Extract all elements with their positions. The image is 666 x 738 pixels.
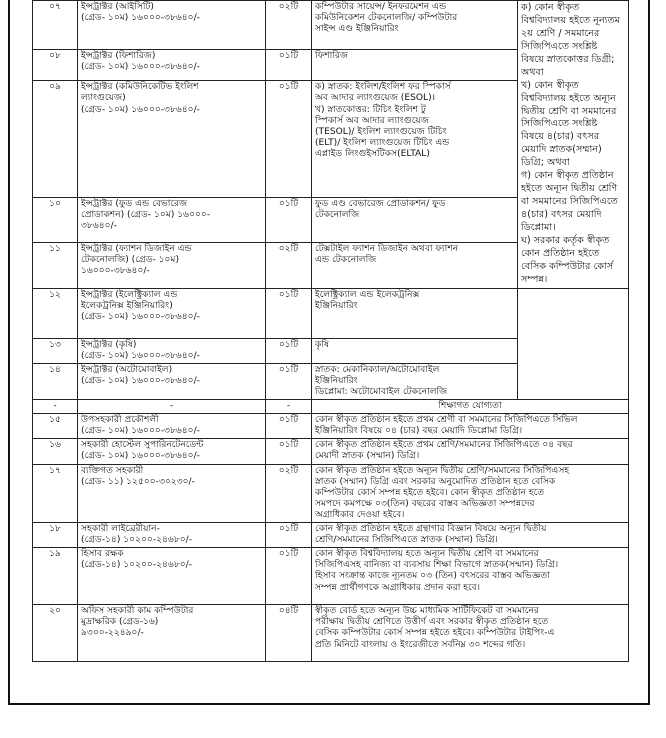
post-name (78, 464, 266, 522)
post-name-line: ইন্সট্রাক্টর (ফুড এন্ড বেভারেজ (81, 198, 188, 209)
serial-number: ০৮ (33, 49, 78, 81)
post-name-line: ইলেকট্রনিক্স ইঞ্জিনিয়ারিং) (81, 300, 173, 311)
qualification-text (312, 523, 629, 548)
serial-number: ২০ (33, 605, 78, 662)
post-name-line: (গ্রেড-১৪) ১০২০০-২৪৬৮০/- (81, 560, 192, 571)
table-row (33, 414, 629, 439)
qualification-text-line: সিজিপিএসহ বানিজ্য বা ব্যবসায় শিক্ষা বিভাগে স্নাতক(সম্মান) ডিগ্রি। (315, 560, 559, 571)
qualification-text-line: হিসাব সংক্রান্ত কাজে ন্যূনতম ০৩ (তিন) বৎসরের বাস্তব অভিজ্ঞতা (315, 571, 550, 582)
subject-qualification-line: অব আদার ল্যাংগুয়েজ (ESOL)। (315, 93, 436, 104)
general-qualification-note-line: ২য় শ্রেণি / সমমানের (521, 27, 600, 39)
post-name (78, 49, 266, 81)
post-name-line: (গ্রেড- ১০ম) ১৬০০০-৩৮৬৪০/- (81, 13, 200, 24)
general-qualification-note-line: বিশ্ববিদ্যালয় হইতে নূন্যতম (521, 14, 620, 26)
subject-qualification-line: ক) স্নাতক: ইংলিশ/ইংলিশ ফর স্পিকার্স (315, 82, 451, 93)
qualification-text-line: শ্রেণি/সমমানের সিজিপিএতে স্নাতক (সম্মান) ডিগ্রি। (315, 535, 498, 546)
serial-number: ১৩ (33, 338, 78, 363)
general-qualification-note-line: ঘ) সরকার কর্তৃক স্বীকৃত (521, 234, 610, 246)
general-qualification-note-line: হইতে অন্যূন দ্বিতীয় শ্রেণি (521, 183, 618, 195)
post-name-line: ১৬০০০-৩৮৬৪০/- (81, 266, 150, 277)
serial-number: ১৪ (33, 363, 78, 399)
section-header-row (33, 400, 629, 414)
table-row (33, 1, 629, 50)
post-name-line: (গ্রেড- ১০ম) ১৬০০০-৩৮৬৪০/- (81, 104, 200, 115)
table-row (33, 605, 629, 662)
post-count: ০১টি (266, 288, 312, 338)
general-qualification-note-line: বিশ্ববিদ্যালয় হইতে অন্যূন (521, 92, 616, 104)
post-name (78, 363, 266, 399)
subject-qualification (312, 197, 518, 242)
post-name-line: মুদ্রাক্ষরিক (গ্রেড-১৬) (81, 617, 159, 628)
qualification-text-line: সমপদে কমপক্ষে ০৩(তিন) বছরের বাস্তব অভিজ্ঞতা সম্পন্নদের (315, 498, 535, 509)
serial-number: ১৭ (33, 464, 78, 522)
general-qualification-note-line: মেয়াদি স্নাতক(সম্মান) (521, 144, 602, 156)
qualification-text-line: স্নাতক (সম্মান) ডিগ্রি এবং সরকার অনুমোদিত প্রতিষ্ঠান হতে বেসিক (315, 476, 556, 487)
qualification-text-line: কোন স্বীকৃত বিশ্ববিদ্যালয় হতে অন্যূন দ্বিতীয় শ্রেণি বা সমমানের (315, 549, 539, 560)
subject-qualification-line: টেক্সটাইল ফ্যাশন ডিজাইন অথবা ফ্যাশন (315, 244, 459, 255)
subject-qualification-line: ডিপ্লোমা: অটোমোবাইল টেকনোলজি (315, 387, 448, 397)
subject-qualification-line: (ELT)/ ইংলিশ ল্যাংগুয়েজ টিচিং এন্ড (315, 137, 450, 148)
subject-qualification-line: ফিশারিজ (315, 50, 349, 61)
subject-qualification-line: কৃষি (315, 339, 329, 350)
post-name-line: ল্যাংগুয়েজ) (81, 93, 126, 104)
post-count: ০২টি (266, 464, 312, 522)
subject-qualification-line: ইঞ্জিনিয়ারিং (315, 375, 358, 386)
post-name (78, 288, 266, 338)
post-name-line: (গ্রেড- ১০ম) ১৬০০০-৩৮৬৪০/- (81, 311, 200, 322)
post-name-line: (গ্রেড- ১০ম) ১৬০০০-৩৮৬৪০/- (81, 375, 200, 386)
post-name-line: (গ্রেড- ১০ম) ১৬০০০-৩৮৬৪০/- (81, 61, 200, 72)
subject-qualification-line: ফুড এণ্ড বেভারেজ প্রোডাকশন/ ফুড (315, 198, 446, 209)
table-row (33, 288, 629, 338)
serial-number: ১২ (33, 288, 78, 338)
post-name-line: ৯৩০০-২২৪৯০/- (81, 628, 144, 639)
post-name-line: (গ্রেড- ১০ম) ১৬০০০-৩৮৬৪০/- (81, 426, 200, 437)
post-count: ০৪টি (266, 605, 312, 662)
lower-table-body (33, 400, 629, 662)
general-qualification-note-line: বিষয়ে স্নাতকোত্তর ডিগ্রী; (521, 53, 615, 65)
subject-qualification-line: স্পিকার্স অব আদার ল্যাংগুয়েজ (315, 115, 429, 126)
qualification-text (312, 414, 629, 439)
post-name-line: ইন্সট্রাক্টর (ইলেক্ট্রিক্যাল এন্ড (81, 289, 178, 300)
post-count: ০১টি (266, 338, 312, 363)
subject-qualification-line: ইঞ্জিনিয়ারিং (315, 300, 358, 311)
qualification-text-line: বেসিক কম্পিউটার কোর্স সম্পন্ন হইতে হইবে। কম্পিউটার টাইপিং-এ (315, 628, 555, 639)
subject-qualification (312, 338, 518, 363)
subject-qualification (312, 81, 518, 197)
serial-number: ১৯ (33, 548, 78, 605)
general-qualification-note-line: ডিগ্রি; অথবা (521, 157, 570, 169)
post-name: - (78, 400, 266, 414)
subject-qualification-line: সাইন্স এণ্ড ইঞ্জিনিয়ারিং (315, 24, 399, 35)
post-count: ০২টি (266, 243, 312, 288)
post-name (78, 338, 266, 363)
subject-qualification (312, 1, 518, 50)
qualification-text-line: কোন স্বীকৃত প্রতিষ্ঠান হইতে প্রথম শ্রেণি/সমমানের সিজিপিএতে ০৪ বছর (315, 440, 573, 451)
qualification-text-line: মেয়াদী স্নাতক (সম্মান) ডিগ্রি। (315, 451, 420, 462)
serial-number: ১৮ (33, 523, 78, 548)
table-row (33, 464, 629, 522)
qualification-text-line: কোন স্বীকৃত প্রতিষ্ঠান হইতে অন্যূন দ্বিতীয় শ্রেণি/সমমানের সিজিপিএসহ (315, 465, 570, 476)
post-name-line: ইন্সট্রাক্টর (ফ্যাশন ডিজাইন এন্ড (81, 244, 192, 255)
qualification-text-line: সম্পন্ন প্রার্থীগণকে অগ্রাধিকার প্রদান করা হবে। (315, 582, 480, 593)
general-qualification-note-line: ৪(চার) বৎসর মেয়াদি (521, 209, 602, 220)
subject-qualification (312, 288, 518, 338)
general-qualification-note-line: সম্পন্ন। (521, 273, 548, 285)
serial-number: ১৬ (33, 439, 78, 464)
general-qualification-note-line: দ্বিতীয় শ্রেণি বা সমমানের (521, 105, 617, 117)
qualification-text-line: প্রতি মিনিটে বাংলায় ও ইংরেজীতে সর্বনিম্ন ৩০ শব্দের গতি। (315, 639, 526, 650)
post-name-line: সহকারী লাইব্রেরীয়ান- (81, 524, 160, 535)
post-name-line: (গ্রেড- ১০ম) ১৬০০০-৩৮৬৪০/- (81, 451, 200, 462)
post-name (78, 605, 266, 662)
post-name-line: টেকনোলজি) (গ্রেড- ১০ম) (81, 255, 180, 266)
post-count: ০১টি (266, 548, 312, 605)
qualification-text-line: কম্পিউটার কোর্স সম্পন্ন হইতে হইবে। কোন স্বীকৃত প্রতিষ্ঠান হতে (315, 487, 545, 498)
general-qualification-note-line: গ) কোন স্বীকৃত প্রতিষ্ঠান (521, 170, 614, 182)
post-count: - (266, 400, 312, 414)
general-qualification-note-line: সিজিপিএতে সংশ্লিষ্ট (521, 118, 598, 130)
table-row (33, 439, 629, 464)
serial-number: ১৫ (33, 414, 78, 439)
general-qualification-note-line: ডিপ্লোমা। (521, 221, 556, 233)
subject-qualification-line: (TESOL)/ ইংলিশ ল্যাংগুয়েজ টিচিং (315, 126, 447, 137)
general-qualification-note-line: বা সমমানের সিজিপিএতে (521, 196, 618, 208)
post-name (78, 523, 266, 548)
qualification-text-line: স্বীকৃত বোর্ড হতে অন্যূন উচ্চ মাধ্যমিক সার্টিফিকেট বা সমমানের (315, 606, 539, 617)
serial-number: ১০ (33, 197, 78, 242)
post-name-line: হিসাব রক্ষক (81, 549, 124, 560)
post-name-line: ইন্সট্রাক্টর (কৃষি) (81, 339, 137, 350)
qualification-text-line: কোন স্বীকৃত প্রতিষ্ঠান হইতে প্রথম শ্রেণী বা সমমানের সিজিপিএতে সিভিল (315, 415, 578, 426)
post-name-line: সহকারী হোস্টেল সুপারিনটেনডেন্ট (81, 440, 204, 451)
post-name-line: ইন্সট্রাক্টর (কমিউনিকেটিভ ইংলিশ (81, 82, 199, 93)
post-name-line: (গ্রেড- ১০ম) ১৬০০০-৩৮৬৪০/- (81, 350, 200, 361)
table-row (33, 523, 629, 548)
post-name-line: ইন্সট্রাক্টর (অটোমোবাইল) (81, 364, 173, 375)
general-qualification-note-line: ক) কোন স্বীকৃত (521, 2, 580, 13)
subject-qualification-line: এন্ড টেকনোলজি (315, 255, 377, 266)
post-name-line: ইন্সট্রাক্টর (আইসিটি) (81, 2, 154, 12)
post-count: ০১টি (266, 197, 312, 242)
post-count: ০২টি (266, 1, 312, 50)
post-name (78, 439, 266, 464)
serial-number: - (33, 400, 78, 414)
post-name-line: অফিস সহকারী কাম কম্পিউটার (81, 606, 194, 617)
empty-cell (518, 288, 629, 399)
qualification-text-line: কোন স্বীকৃত প্রতিষ্ঠান হইতে গ্রন্থাগার বিজ্ঞান বিষয়ে অন্যূন দ্বিতীয় (315, 524, 547, 535)
serial-number: ১১ (33, 243, 78, 288)
subject-qualification (312, 49, 518, 81)
post-name-line: ইন্সট্রাক্টর (ফিশারিজ) (81, 50, 156, 61)
general-qualification-note-line: খ) কোন স্বীকৃত (521, 79, 579, 91)
post-name-line: প্রোডাকশন) (গ্রেড- ১০ম) ১৬০০০- (81, 209, 211, 220)
qualification-text-line: পরীক্ষায় দ্বিতীয় শ্রেণিতে উত্তীর্ণ এবং সরকার স্বীকৃত প্রতিষ্ঠান হতে (315, 617, 549, 628)
serial-number: ০৭ (33, 1, 78, 50)
subject-qualification (312, 363, 518, 399)
post-name (78, 548, 266, 605)
post-count: ০১টি (266, 81, 312, 197)
subject-qualification-line: টেকনোলজি (315, 209, 360, 220)
general-qualification-note-line: বিষয়ে ৪(চার) বৎসর (521, 131, 600, 143)
post-name (78, 197, 266, 242)
qualification-text (312, 464, 629, 522)
qualification-text-line: ইঞ্জিনিয়ারিং বিষয়ে ০৪ (চার) বছর মেয়াদি ডিপ্লোমা ডিগ্রি। (315, 426, 523, 437)
qualification-text (312, 548, 629, 605)
subject-qualification-line: খ) স্নাতকোত্তর: টিচিং ইংলিশ টু (315, 104, 426, 115)
general-qualification-note (518, 1, 629, 289)
bottom-strip (0, 706, 666, 738)
post-name (78, 1, 266, 50)
post-name (78, 81, 266, 197)
post-name (78, 414, 266, 439)
subject-qualification-line: স্নাতক: মেকানিক্যাল/অটোমোবাইল (315, 364, 440, 375)
post-name-line: (গ্রেড- ১১) ১২৫০০-৩০২৩০/- (81, 476, 195, 487)
qualification-heading: শিক্ষাগত যোগ্যতা (312, 400, 629, 414)
general-qualification-note-line: অথবা (521, 66, 544, 78)
post-count: ০১টি (266, 49, 312, 81)
post-count: ০১টি (266, 414, 312, 439)
table-row (33, 548, 629, 605)
subject-qualification (312, 243, 518, 288)
upper-table-body (33, 1, 629, 400)
subject-qualification-line: কম্পিউটার সায়েন্স/ ইনফরমেশন এন্ড (315, 2, 447, 12)
post-name-line: উপসহকারী প্রকৌশলী (81, 415, 159, 426)
qualification-text (312, 605, 629, 662)
general-qualification-note-line: বেসিক কম্পিউটার কোর্স (521, 260, 614, 272)
post-name-line: ৩৮৬৪০/- (81, 220, 117, 231)
qualification-text (312, 439, 629, 464)
general-qualification-note-line: সিজিপিএতে সংশ্লিষ্ট (521, 40, 598, 52)
post-name-line: ব্যক্তিগত সহকারী (81, 465, 144, 476)
general-qualification-note-line: কোন প্রতিষ্ঠান হইতে (521, 247, 600, 259)
subject-qualification-line: ইলেক্ট্রিক্যাল এন্ড ইলেকট্রনিক্স (315, 289, 420, 300)
post-name (78, 243, 266, 288)
subject-qualification-line: কমিউনিকেশন টেকনোলজি/ কম্পিউটার (315, 13, 458, 24)
job-circular-table (32, 0, 629, 662)
subject-qualification-line: এপ্লাইড লিংগুইসটিকস(ELTAL) (315, 148, 430, 159)
post-count: ০১টি (266, 363, 312, 399)
post-count: ০১টি (266, 439, 312, 464)
post-name-line: (গ্রেড-১৪) ১০২০০-২৪৬৮০/- (81, 535, 192, 546)
qualification-text-line: অগ্রাধিকার দেওয়া হইবে। (315, 509, 405, 520)
serial-number: ০৯ (33, 81, 78, 197)
post-count: ০১টি (266, 523, 312, 548)
